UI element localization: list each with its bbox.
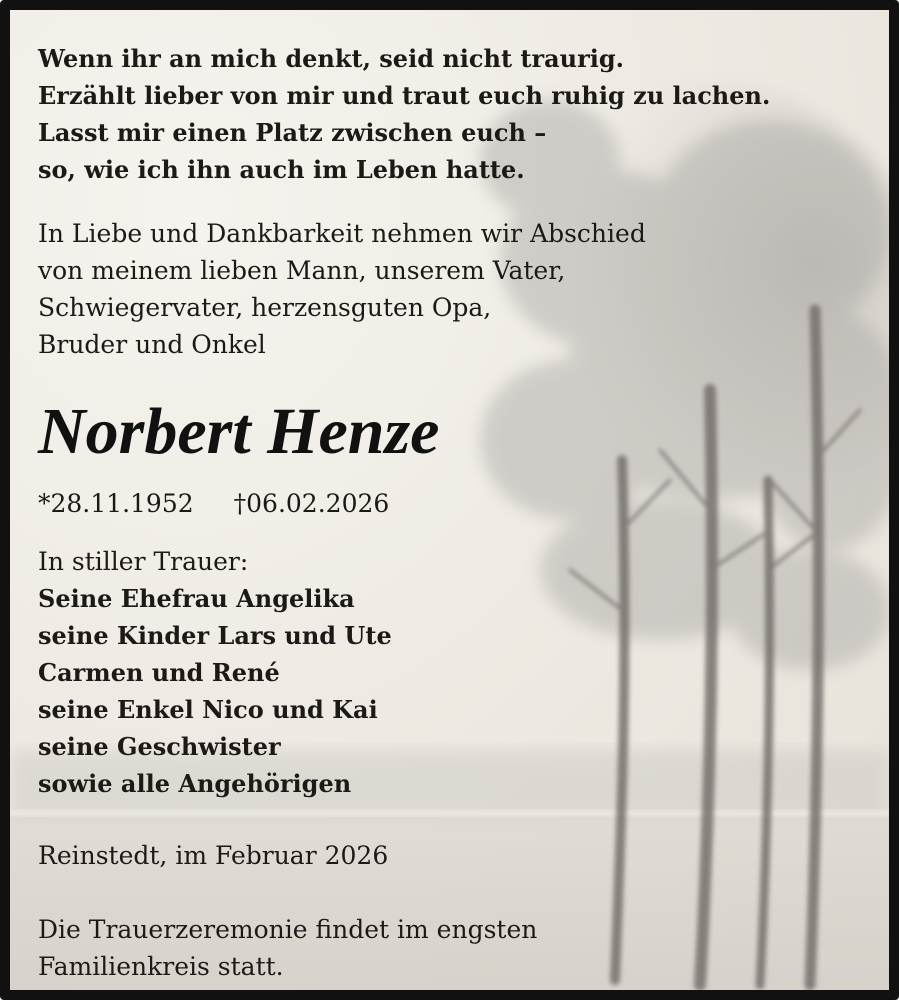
verse [38,40,770,188]
verse-line: Lasst mir einen Platz zwischen euch – [38,118,547,147]
mourner-line: seine Geschwister [38,732,281,761]
intro-line: In Liebe und Dankbarkeit nehmen wir Abschied [38,219,646,248]
deceased-name: Norbert Henze [38,395,440,468]
mourning-label: In stiller Trauer: [38,547,249,576]
ceremony-note [38,911,537,985]
place-and-date: Reinstedt, im Februar 2026 [38,841,389,870]
mourner-line: seine Enkel Nico und Kai [38,695,378,724]
verse-line: so, wie ich ihn auch im Leben hatte. [38,155,525,184]
farewell-intro [38,215,646,363]
birth-date: *28.11.1952 [38,489,194,518]
ceremony-line: Die Trauerzeremonie findet im engsten [38,915,538,944]
life-dates [38,486,389,522]
intro-line: Schwiegervater, herzensguten Opa, [38,293,492,322]
mourner-line: Seine Ehefrau Angelika [38,584,355,613]
intro-line: Bruder und Onkel [38,330,266,359]
verse-line: Erzählt lieber von mir und traut euch ruhig zu lachen. [38,81,771,110]
mourner-line: sowie alle Angehörigen [38,769,352,798]
ceremony-line: Familienkreis statt. [38,952,284,981]
mourner-line: seine Kinder Lars und Ute [38,621,392,650]
mourner-line: Carmen und René [38,658,280,687]
death-date: †06.02.2026 [233,489,390,518]
verse-line: Wenn ihr an mich denkt, seid nicht traurig. [38,44,625,73]
mourners-list [38,580,392,802]
intro-line: von meinem lieben Mann, unserem Vater, [38,256,566,285]
